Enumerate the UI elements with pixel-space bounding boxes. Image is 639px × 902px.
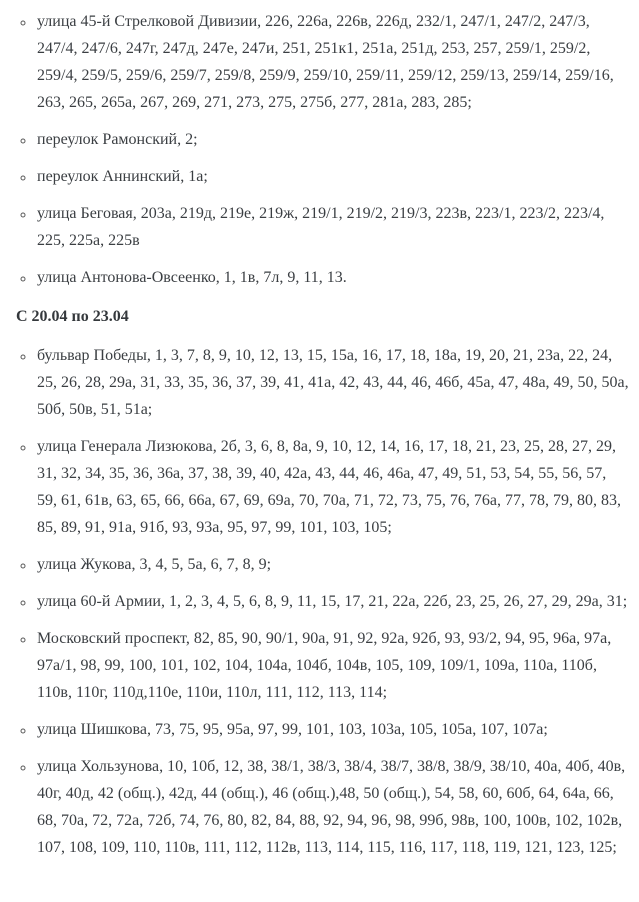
address-list-item: ◦ переулок Рамонский, 2; — [35, 126, 629, 153]
address-list-item: ◦ улица Генерала Лизюкова, 2б, 3, 6, 8, 8а, 9, 10, 12, 14, 16, 17, 18, 21, 23, 25, 28, 27, 29, 31, 32, 34, 35, 36, 36а, 37, 38, 39, 40, 42а, 43, 44, 46, 46а, 47, 49, 51, 53, 54, 55, 56, 57, 59, 61, 61в, 63, 65, 66, 66а, 67, 69, 69а, 70, 70а, 71, 72, 73, 75, 76, 76а, 77, 78, 79, 80, 83, 85, 89, 91, 91а, 91б, 93, 93а, 95, 97, 99, 101, 103, 105; — [35, 433, 629, 541]
address-list — [16, 8, 629, 291]
address-list — [16, 342, 629, 861]
address-list-item: ◦ улица Беговая, 203а, 219д, 219е, 219ж, 219/1, 219/2, 219/3, 223в, 223/1, 223/2, 223/4, 225, 225а, 225в — [35, 200, 629, 254]
address-list-item: ◦ улица Шишкова, 73, 75, 95, 95а, 97, 99, 101, 103, 103а, 105, 105а, 107, 107а; — [35, 716, 629, 743]
address-list-item: ◦ улица Антонова-Овсеенко, 1, 1в, 7л, 9, 11, 13. — [35, 264, 629, 291]
address-list-item: ◦ улица 60-й Армии, 1, 2, 3, 4, 5, 6, 8, 9, 11, 15, 17, 21, 22а, 22б, 23, 25, 26, 27, 29, 29а, 31; — [35, 588, 629, 615]
address-list-item: ◦ переулок Аннинский, 1а; — [35, 163, 629, 190]
address-list-item: ◦ Московский проспект, 82, 85, 90, 90/1, 90а, 91, 92, 92а, 92б, 93, 93/2, 94, 95, 96а, 97а, 97а/1, 98, 99, 100, 101, 102, 104, 104а, 104б, 104в, 105, 109, 109/1, 109а, 110а, 110б, 110в, 110г, 110д,110е, 110и, 110л, 111, 112, 113, 114; — [35, 625, 629, 706]
address-sections — [16, 8, 629, 861]
address-list-item: ◦ улица 45-й Стрелковой Дивизии, 226, 226а, 226в, 226д, 232/1, 247/1, 247/2, 247/3, 247/4, 247/6, 247г, 247д, 247е, 247и, 251, 251к1, 251а, 251д, 253, 257, 259/1, 259/2, 259/4, 259/5, 259/6, 259/7, 259/8, 259/9, 259/10, 259/11, 259/12, 259/13, 259/14, 259/16, 263, 265, 265а, 267, 269, 271, 273, 275, 275б, 277, 281а, 283, 285; — [35, 8, 629, 116]
date-range-heading: С 20.04 по 23.04 — [16, 308, 129, 325]
address-list-item: ◦ улица Хользунова, 10, 10б, 12, 38, 38/1, 38/3, 38/4, 38/7, 38/8, 38/9, 38/10, 40а, 40б, 40в, 40г, 40д, 42 (общ.), 42д, 44 (общ.), 46 (общ.),48, 50 (общ.), 54, 58, 60, 60б, 64, 64а, 66, 68, 70а, 72, 72а, 72б, 74, 76, 80, 82, 84, 88, 92, 94, 96, 98, 99б, 98в, 100, 100в, 102, 102в, 107, 108, 109, 110, 110в, 111, 112, 112в, 113, 114, 115, 116, 117, 118, 119, 121, 123, 125; — [35, 753, 629, 861]
address-list-item: ◦ улица Жукова, 3, 4, 5, 5а, 6, 7, 8, 9; — [35, 551, 629, 578]
address-list-item: ◦ бульвар Победы, 1, 3, 7, 8, 9, 10, 12, 13, 15, 15а, 16, 17, 18, 18а, 19, 20, 21, 23а, 22, 24, 25, 26, 28, 29а, 31, 33, 35, 36, 37, 39, 41, 41а, 42, 43, 44, 46, 46б, 45а, 47, 48а, 49, 50, 50а, 50б, 50в, 51, 51а; — [35, 342, 629, 423]
